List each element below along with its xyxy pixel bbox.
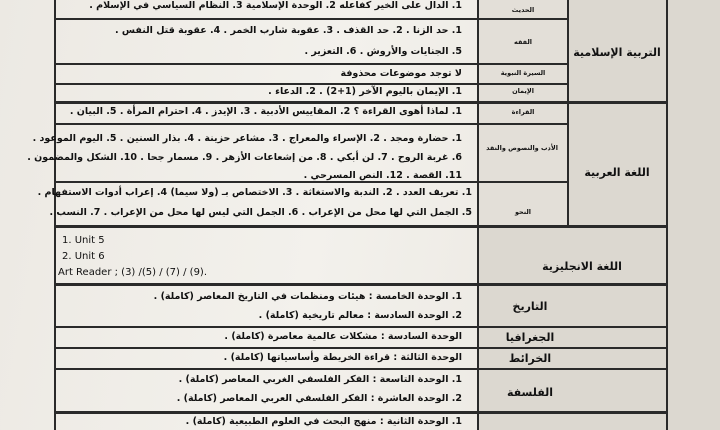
subject-philosophy: الفلسفة xyxy=(506,386,554,399)
row-divider-reading xyxy=(54,123,568,125)
sira-content: لا توجد موضوعات محذوفة xyxy=(340,68,462,79)
literature-content-line3: 11. القصة . 12. النص المسرحي . xyxy=(303,170,462,181)
subtopic-iman: الإيمان xyxy=(512,87,534,95)
subject-english: اللغة الانجليزية xyxy=(542,260,622,273)
english-item-3: Art Reader ; (3) /(5) / (7) / (9). xyxy=(58,267,208,278)
subject-arabic: اللغة العربية xyxy=(584,166,650,179)
row-divider-fiqh xyxy=(54,63,568,65)
subtopic-sira: السيرة النبوية xyxy=(500,69,546,77)
row-divider-hadith xyxy=(54,18,568,20)
literature-content-line1: 1. حضارة ومجد . 2. الإسراء والمعراج . 3. مشاعر حزينة . 4. بذار السنين . 5. اليوم الموعود . xyxy=(32,133,462,144)
history-content-line2: 2. الوحدة السادسة : معالم تاريخية (كاملة) . xyxy=(258,310,462,321)
section-divider-islamic xyxy=(54,101,668,104)
last-row-content: 1. الوحدة الثانية : منهج البحث في العلوم الطبيعية (كاملة) . xyxy=(185,416,462,427)
subject-islamic: التربية الإسلامية xyxy=(573,46,661,59)
subtopic-fiqh: الفقه xyxy=(514,38,532,46)
section-divider-arabic xyxy=(54,225,668,228)
reading-content: 1. لماذا أهوى القراءة ؟ 2. المقاييس الأدبية . 3. الإيدز . 4. احترام المرأة . 5. البيان . xyxy=(69,106,462,117)
fiqh-content-line2: 5. الجنايات والأروش . 6. التعزير . xyxy=(304,46,462,57)
grammar-content-line2: 5. الجمل التي لها محل من الإعراب . 6. الجمل التي ليس لها محل من الإعراب . 7. النسب . xyxy=(49,207,472,218)
subtopic-hadith: الحديث xyxy=(511,6,535,14)
english-item-1: 1. Unit 5 xyxy=(62,235,105,246)
subject-column-shade xyxy=(568,0,720,226)
section-divider-maps xyxy=(54,368,668,370)
subject-geography: الجغرافيا xyxy=(505,331,555,344)
row-divider-sira xyxy=(54,83,568,85)
section-divider-philosophy xyxy=(54,411,668,414)
subject-maps: الخرائط xyxy=(508,352,552,365)
history-content-line1: 1. الوحدة الخامسة : هيئات ومنظمات في التاريخ المعاصر (كاملة) . xyxy=(153,291,462,302)
literature-content-line2: 6. غربة الروح . 7. لن أبكي . 8. من إشعاعات الأزهر . 9. مسمار جحا . 10. الشكل والمضمون . xyxy=(27,152,462,163)
philosophy-content-line1: 1. الوحدة التاسعة : الفكر الفلسفي الغربي المعاصر (كاملة) . xyxy=(178,374,462,385)
subtopic-grammar: النحو xyxy=(514,208,532,216)
subject-history: التاريخ xyxy=(512,300,548,313)
subtopic-literature: الأدب والنصوص والنقد xyxy=(486,144,558,152)
section-divider-history xyxy=(54,326,668,328)
iman-content: 1. الإيمان باليوم الآخر (1+2) . 2. الدعاء . xyxy=(268,86,462,97)
geography-content: الوحدة السادسة : مشكلات عالمية معاصرة (كاملة) . xyxy=(224,331,462,342)
english-item-2: 2. Unit 6 xyxy=(62,251,105,262)
fiqh-content-line1: 1. حد الزنا . 2. حد القذف . 3. عقوبة شارب الخمر . 4. عقوبة قتل النفس . xyxy=(115,25,462,36)
row-divider-literature xyxy=(54,181,568,183)
philosophy-content-line2: 2. الوحدة العاشرة : الفكر الفلسفي العربي المعاصر (كاملة) . xyxy=(176,393,462,404)
grammar-content-line1: 1. تعريف العدد . 2. الندبة والاستغاثة . 3. الاختصاص بـ (ولا سيما) 4. إعراب أدوات الاستفهام . xyxy=(37,187,472,198)
hadith-content: 1. الدال على الخير كفاعله 2. الوحدة الإسلامية 3. النظام السياسي في الإسلام . xyxy=(89,0,462,11)
subtopic-reading: القراءة xyxy=(511,108,535,116)
section-divider-geography xyxy=(54,347,668,349)
table-border-right xyxy=(666,0,668,430)
maps-content: الوحدة الثالثة : قراءة الخريطة وأساسياتها (كاملة) . xyxy=(223,352,462,363)
subject-column-shade-lower xyxy=(478,226,720,430)
section-divider-english xyxy=(54,283,668,286)
